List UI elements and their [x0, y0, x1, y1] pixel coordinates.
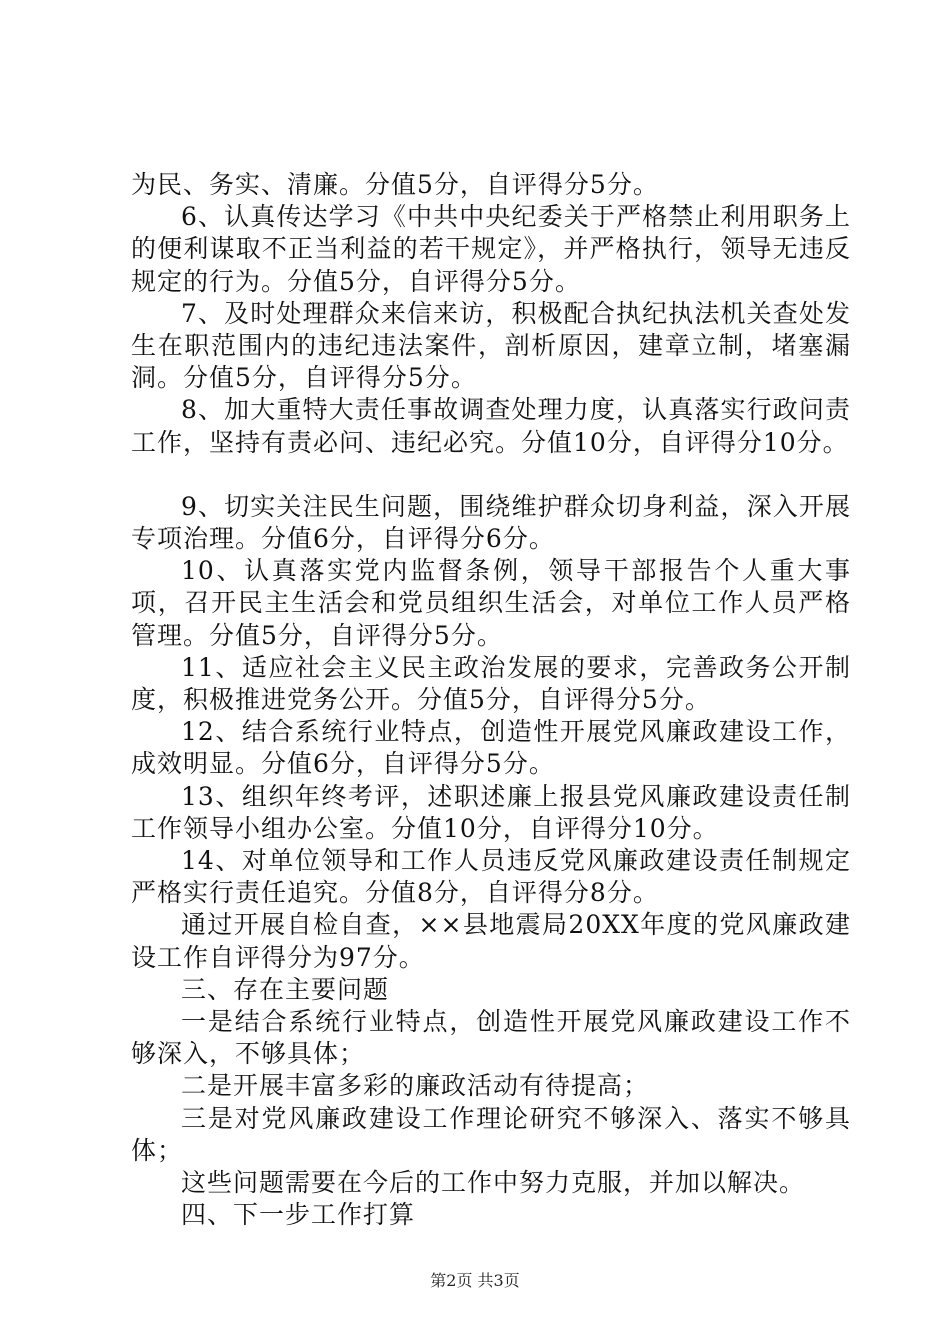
paragraph-9: 13、组织年终考评，述职述廉上报县党风廉政建设责任制工作领导小组办公室。分值10分，自评得分10分。 — [131, 781, 851, 843]
paragraph-spacer — [131, 459, 851, 491]
document-body — [131, 169, 851, 1232]
paragraph-10: 14、对单位领导和工作人员违反党风廉政建设责任制规定严格实行责任追究。分值8分，自评得分8分。 — [131, 846, 851, 908]
paragraph-8: 12、结合系统行业特点，创造性开展党风廉政建设工作，成效明显。分值6分，自评得分5分。 — [131, 717, 851, 779]
paragraph-11: 通过开展自检自查，××县地震局20XX年度的党风廉政建设工作自评得分为97分。 — [131, 910, 851, 972]
paragraph-2: 6、认真传达学习《中共中央纪委关于严格禁止利用职务上的便利谋取不正当利益的若干规定》，并严格执行，领导无违反规定的行为。分值5分，自评得分5分。 — [131, 202, 851, 296]
paragraph-4: 8、加大重特大责任事故调查处理力度，认真落实行政问责工作，坚持有责必问、违纪必究。分值10分，自评得分10分。 — [131, 395, 851, 457]
paragraph-5: 9、切实关注民生问题，围绕维护群众切身利益，深入开展专项治理。分值6分，自评得分6分。 — [131, 491, 851, 554]
paragraph-7: 11、适应社会主义民主政治发展的要求，完善政务公开制度，积极推进党务公开。分值5分，自评得分5分。 — [131, 652, 851, 715]
paragraph-14: 三是对党风廉政建设工作理论研究不够深入、落实不够具体； — [131, 1103, 851, 1165]
paragraph-15: 这些问题需要在今后的工作中努力克服，并加以解决。 — [181, 1168, 806, 1198]
page-number-footer: 第2页 共3页 — [430, 1271, 520, 1290]
paragraph-1: 为民、务实、清廉。分值5分，自评得分5分。 — [131, 170, 659, 199]
paragraph-6: 10、认真落实党内监督条例，领导干部报告个人重大事项，召开民主生活会和党员组织生活会，对单位工作人员严格管理。分值5分，自评得分5分。 — [131, 556, 851, 650]
paragraph-3: 7、及时处理群众来信来访，积极配合执纪执法机关查处发生在职范围内的违纪违法案件，剖析原因，建章立制，堵塞漏洞。分值5分，自评得分5分。 — [131, 298, 851, 393]
section-heading-4: 四、下一步工作打算 — [181, 1200, 416, 1230]
section-heading-3: 三、存在主要问题 — [181, 974, 390, 1004]
paragraph-13: 二是开展丰富多彩的廉政活动有待提高； — [181, 1071, 650, 1101]
paragraph-12: 一是结合系统行业特点，创造性开展党风廉政建设工作不够深入，不够具体； — [131, 1007, 851, 1069]
